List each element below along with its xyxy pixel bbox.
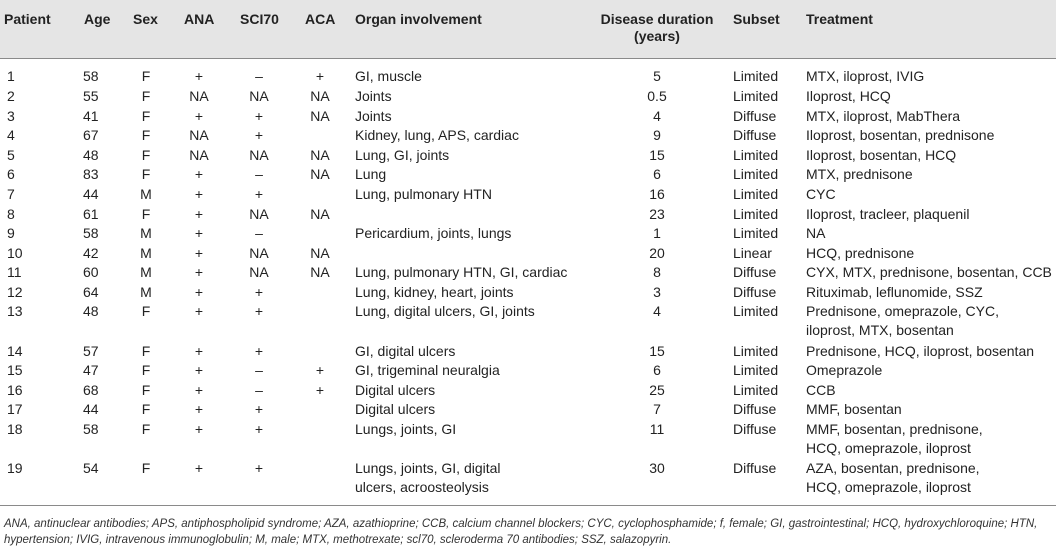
cell-sex: M — [140, 264, 152, 280]
cell-duration: 7 — [653, 401, 661, 417]
cell-subset: Diffuse — [733, 127, 777, 143]
cell-subset: Diffuse — [733, 264, 777, 280]
cell-scl70: – — [255, 166, 263, 182]
table-header — [0, 0, 1056, 58]
cell-age: 44 — [83, 401, 99, 417]
cell-sex: F — [141, 108, 151, 124]
cell-treatment: Iloprost, tracleer, plaquenil — [806, 206, 970, 222]
cell-subset: Linear — [733, 245, 772, 261]
cell-duration: 4 — [653, 303, 661, 319]
cell-age: 60 — [83, 264, 99, 280]
cell-subset: Limited — [733, 303, 779, 319]
cell-ana: + — [194, 206, 204, 222]
cell-sex: M — [140, 186, 152, 202]
cell-sex: F — [141, 343, 151, 359]
cell-treatment: Prednisone, omeprazole, CYC, — [806, 303, 999, 319]
cell-treatment: HCQ, prednisone — [806, 245, 915, 261]
cell-subset: Limited — [733, 343, 779, 359]
cell-age: 55 — [83, 88, 99, 104]
cell-organ: GI, trigeminal neuralgia — [355, 362, 500, 378]
cell-patient: 13 — [7, 303, 23, 319]
cell-organ: Lungs, joints, GI — [355, 421, 457, 437]
header-organ: Organ involvement — [355, 11, 482, 27]
cell-duration: 8 — [653, 264, 661, 280]
cell-age: 57 — [83, 343, 99, 359]
cell-age: 58 — [83, 225, 99, 241]
cell-aca: NA — [310, 245, 330, 261]
cell-patient: 9 — [7, 225, 15, 241]
cell-organ: Joints — [355, 88, 392, 104]
cell-ana: + — [194, 460, 204, 476]
cell-scl70: + — [254, 421, 264, 437]
cell-ana: NA — [189, 147, 209, 163]
cell-aca: NA — [310, 166, 330, 182]
cell-sex: F — [141, 421, 151, 437]
cell-age: 68 — [83, 382, 99, 398]
cell-sex: M — [140, 225, 152, 241]
cell-organ: Lung, pulmonary HTN — [355, 186, 492, 202]
cell-scl70: + — [254, 460, 264, 476]
cell-duration: 1 — [653, 225, 661, 241]
cell-organ: Lung — [355, 166, 387, 182]
cell-sex: F — [141, 68, 151, 84]
cell-scl70: – — [255, 68, 263, 84]
cell-ana: + — [194, 382, 204, 398]
header-duration — [601, 11, 714, 45]
cell-scl70: NA — [249, 88, 269, 104]
cell-aca: NA — [310, 88, 330, 104]
cell-ana: + — [194, 186, 204, 202]
cell-age: 48 — [83, 147, 99, 163]
cell-treatment: MTX, prednisone — [806, 166, 913, 182]
cell-duration: 25 — [649, 382, 665, 398]
header-ana: ANA — [184, 11, 215, 27]
header-sex: Sex — [133, 11, 158, 27]
cell-age: 58 — [83, 421, 99, 437]
cell-ana: + — [194, 303, 204, 319]
table-footnote: ANA, antinuclear antibodies; APS, antiphospholipid syndrome; AZA, azathioprine; CCB, calcium channel blockers; CYC, cyclophosphamide; f, female; GI, gastrointestinal; HCQ, hydroxychloroquine; HTN, hypertension; IVIG, intravenous immunoglobulin; M, male; MTX, methotrexate; scl70, scleroderma 70 antibodies; SSZ, salazopyrin. — [4, 518, 1038, 546]
cell-duration: 15 — [649, 343, 665, 359]
cell-organ: Pericardium, joints, lungs — [355, 225, 512, 241]
cell-patient: 3 — [7, 108, 15, 124]
cell-duration: 16 — [649, 186, 665, 202]
cell-treatment: CCB — [806, 382, 836, 398]
cell-subset: Limited — [733, 225, 779, 241]
cell-patient: 4 — [7, 127, 15, 143]
cell-sex: F — [141, 382, 151, 398]
cell-ana: NA — [189, 127, 209, 143]
cell-sex: F — [141, 460, 151, 476]
cell-treatment: AZA, bosentan, prednisone, — [806, 460, 980, 476]
cell-scl70: – — [255, 382, 263, 398]
cell-aca: + — [315, 382, 325, 398]
cell-organ: Digital ulcers — [355, 401, 436, 417]
cell-age: 64 — [83, 284, 99, 300]
cell-duration: 9 — [653, 127, 661, 143]
cell-aca: + — [315, 68, 325, 84]
cell-organ: Lungs, joints, GI, digital — [355, 460, 501, 476]
cell-sex: F — [141, 362, 151, 378]
cell-duration: 3 — [653, 284, 661, 300]
cell-sex: F — [141, 88, 151, 104]
cell-patient: 15 — [7, 362, 23, 378]
cell-scl70: – — [255, 362, 263, 378]
cell-treatment: Omeprazole — [806, 362, 883, 378]
cell-treatment2: HCQ, omeprazole, iloprost — [806, 479, 971, 495]
cell-age: 48 — [83, 303, 99, 319]
cell-treatment: MMF, bosentan — [806, 401, 902, 417]
cell-age: 58 — [83, 68, 99, 84]
table-bottom-rule — [0, 505, 1056, 506]
cell-treatment: CYC — [806, 186, 836, 202]
cell-subset: Limited — [733, 166, 779, 182]
cell-treatment: MMF, bosentan, prednisone, — [806, 421, 983, 437]
cell-patient: 10 — [7, 245, 23, 261]
cell-aca: + — [315, 362, 325, 378]
cell-scl70: + — [254, 284, 264, 300]
cell-duration: 20 — [649, 245, 665, 261]
cell-subset: Limited — [733, 206, 779, 222]
header-treatment: Treatment — [806, 11, 873, 27]
cell-treatment: Iloprost, HCQ — [806, 88, 891, 104]
cell-ana: + — [194, 108, 204, 124]
cell-treatment: MTX, iloprost, IVIG — [806, 68, 925, 84]
cell-sex: F — [141, 206, 151, 222]
cell-subset: Diffuse — [733, 284, 777, 300]
cell-treatment: Prednisone, HCQ, iloprost, bosentan — [806, 343, 1035, 359]
cell-patient: 1 — [7, 68, 15, 84]
cell-subset: Diffuse — [733, 421, 777, 437]
cell-subset: Limited — [733, 88, 779, 104]
cell-scl70: + — [254, 401, 264, 417]
cell-organ: Joints — [355, 108, 392, 124]
cell-age: 42 — [83, 245, 99, 261]
cell-duration: 4 — [653, 108, 661, 124]
cell-treatment: Rituximab, leflunomide, SSZ — [806, 284, 983, 300]
cell-scl70: + — [254, 186, 264, 202]
header-divider — [0, 58, 1056, 59]
cell-patient: 18 — [7, 421, 23, 437]
cell-duration: 6 — [653, 166, 661, 182]
cell-patient: 8 — [7, 206, 15, 222]
cell-scl70: NA — [249, 147, 269, 163]
cell-treatment2: HCQ, omeprazole, iloprost — [806, 440, 971, 456]
cell-ana: + — [194, 166, 204, 182]
header-subset: Subset — [733, 11, 780, 27]
cell-duration: 23 — [649, 206, 665, 222]
header-patient: Patient — [4, 11, 51, 27]
cell-ana: + — [194, 284, 204, 300]
cell-aca: NA — [310, 108, 330, 124]
cell-organ: Lung, GI, joints — [355, 147, 450, 163]
cell-duration: 5 — [653, 68, 661, 84]
header-age: Age — [84, 11, 111, 27]
cell-duration: 6 — [653, 362, 661, 378]
cell-treatment: MTX, iloprost, MabThera — [806, 108, 961, 124]
cell-patient: 19 — [7, 460, 23, 476]
cell-treatment: Iloprost, bosentan, HCQ — [806, 147, 957, 163]
cell-treatment2: iloprost, MTX, bosentan — [806, 322, 954, 338]
cell-ana: + — [194, 68, 204, 84]
cell-ana: + — [194, 421, 204, 437]
cell-scl70: + — [254, 108, 264, 124]
cell-aca: NA — [310, 206, 330, 222]
cell-subset: Limited — [733, 186, 779, 202]
cell-scl70: NA — [249, 206, 269, 222]
cell-patient: 14 — [7, 343, 23, 359]
cell-sex: M — [140, 284, 152, 300]
cell-ana: + — [194, 362, 204, 378]
cell-treatment: CYX, MTX, prednisone, bosentan, CCB — [806, 264, 1052, 280]
cell-subset: Limited — [733, 362, 779, 378]
cell-organ: Lung, pulmonary HTN, GI, cardiac — [355, 264, 568, 280]
cell-scl70: – — [255, 225, 263, 241]
cell-aca: NA — [310, 147, 330, 163]
cell-duration: 15 — [649, 147, 665, 163]
cell-sex: F — [141, 166, 151, 182]
header-aca: ACA — [305, 11, 336, 27]
header-duration-line1: Disease duration — [600, 11, 714, 27]
cell-sex: F — [141, 127, 151, 143]
cell-scl70: NA — [249, 264, 269, 280]
cell-treatment: NA — [806, 225, 826, 241]
cell-ana: + — [194, 225, 204, 241]
cell-age: 47 — [83, 362, 99, 378]
cell-age: 54 — [83, 460, 99, 476]
cell-sex: F — [141, 147, 151, 163]
cell-sex: M — [140, 245, 152, 261]
cell-patient: 2 — [7, 88, 15, 104]
cell-scl70: NA — [249, 245, 269, 261]
cell-ana: + — [194, 343, 204, 359]
cell-patient: 16 — [7, 382, 23, 398]
cell-age: 44 — [83, 186, 99, 202]
cell-aca: NA — [310, 264, 330, 280]
cell-patient: 12 — [7, 284, 23, 300]
cell-sex: F — [141, 303, 151, 319]
cell-ana: + — [194, 264, 204, 280]
cell-subset: Limited — [733, 68, 779, 84]
cell-subset: Diffuse — [733, 108, 777, 124]
cell-organ: Digital ulcers — [355, 382, 436, 398]
cell-organ: GI, muscle — [355, 68, 422, 84]
cell-organ: Kidney, lung, APS, cardiac — [355, 127, 519, 143]
cell-treatment: Iloprost, bosentan, prednisone — [806, 127, 995, 143]
cell-age: 83 — [83, 166, 99, 182]
cell-sex: F — [141, 401, 151, 417]
cell-organ: GI, digital ulcers — [355, 343, 456, 359]
cell-subset: Diffuse — [733, 460, 777, 476]
cell-patient: 5 — [7, 147, 15, 163]
cell-scl70: + — [254, 303, 264, 319]
cell-patient: 7 — [7, 186, 15, 202]
cell-patient: 11 — [7, 264, 22, 280]
cell-scl70: + — [254, 343, 264, 359]
cell-duration: 11 — [649, 421, 665, 437]
cell-organ: Lung, kidney, heart, joints — [355, 284, 514, 300]
cell-duration: 30 — [649, 460, 665, 476]
cell-ana: + — [194, 401, 204, 417]
cell-patient: 17 — [7, 401, 23, 417]
cell-duration: 0.5 — [647, 88, 667, 104]
header-scl70: SCI70 — [240, 11, 279, 27]
header-duration-line2: (years) — [634, 28, 680, 44]
cell-age: 61 — [83, 206, 99, 222]
cell-subset: Limited — [733, 382, 779, 398]
cell-ana: + — [194, 245, 204, 261]
cell-ana: NA — [189, 88, 209, 104]
cell-scl70: + — [254, 127, 264, 143]
cell-organ: Lung, digital ulcers, GI, joints — [355, 303, 535, 319]
cell-subset: Diffuse — [733, 401, 777, 417]
cell-organ2: ulcers, acroosteolysis — [355, 479, 489, 495]
cell-age: 67 — [83, 127, 99, 143]
cell-subset: Limited — [733, 147, 779, 163]
cell-patient: 6 — [7, 166, 15, 182]
cell-age: 41 — [83, 108, 99, 124]
